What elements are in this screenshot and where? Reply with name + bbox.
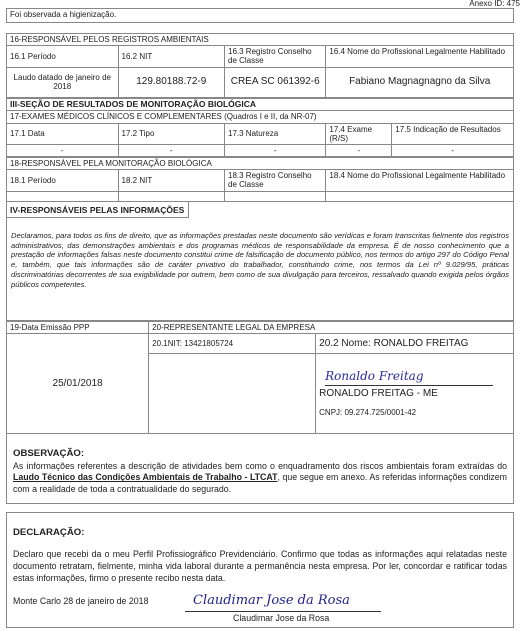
- rep-signature-block: [316, 353, 513, 433]
- ltcat-link[interactable]: Laudo Técnico das Condições Ambientais de Trabalho - LTCAT: [13, 472, 278, 483]
- val-16-registro: CREA SC 061392-6: [225, 67, 326, 97]
- col-16-4: 16.4 Nome do Profissional Legalmente Habilitado: [326, 46, 514, 67]
- section-3-title: III-SEÇÃO DE RESULTADOS DE MONITORAÇÃO BIOLÓGICA: [7, 98, 514, 111]
- section-19-20: [6, 321, 514, 435]
- col-17-1: 17.1 Data: [7, 123, 119, 144]
- col-18-3: 18.3 Registro Conselho de Classe: [225, 170, 326, 191]
- annex-id: Anexo ID: 475: [469, 0, 520, 8]
- rep-nit: 20.1NIT: 13421805724: [149, 333, 316, 353]
- declaration-title: DECLARAÇÃO:: [13, 527, 85, 539]
- rep-name: 20.2 Nome: RONALDO FREITAG: [316, 333, 513, 353]
- val-16-period: Laudo datado de janeiro de 2018: [7, 67, 119, 97]
- emission-date: 25/01/2018: [7, 333, 149, 433]
- rep-signature: Ronaldo Freitag: [325, 370, 493, 386]
- val-17-4: -: [326, 144, 392, 156]
- col-17-4: 17.4 Exame (R/S): [326, 123, 392, 144]
- val-17-2: -: [118, 144, 224, 156]
- hygiene-row: [6, 8, 514, 23]
- section-17-table: [6, 98, 514, 158]
- ppp-form: [6, 8, 514, 628]
- responsibility-statement: Declaramos, para todos os fins de direito, que as informações prestadas neste documento são verídicas e foram transcritas fielmente dos registros administrativos, das demonstrações ambientais e dos programas médicos de responsabilidade da empresa. É de nosso conhecimento que a prestação de informações falsas neste documento constitui crime de falsificação de documento público, nos termos do artigo 297 do Código Penal e, também, que tais informações são de caráter privativo do trabalhador, constituindo crime, nos termos da Lei nº 9.029/95, práticas discriminatórias decorrentes de sua exigibilidade por outrem, bem como de sua divulgação para terceiros, ressalvado quando exigida pelos órgãos públicos competentes.: [11, 230, 509, 289]
- observation-text-2: , que segue em anexo. As referidas informações condizem com a realidade de toda a contratualidade do segurado.: [13, 472, 507, 494]
- rep-company: RONALDO FREITAG - ME: [319, 388, 438, 400]
- col-18-1: 18.1 Período: [7, 170, 119, 191]
- section-19-table: [7, 321, 513, 434]
- col-18-2: 18.2 NIT: [118, 170, 224, 191]
- col-19: 19-Data Emissão PPP: [7, 321, 149, 333]
- col-16-1: 16.1 Período: [7, 46, 119, 67]
- val-17-5: -: [392, 144, 514, 156]
- declaration-box: [6, 512, 514, 628]
- declaration-place-date: Monte Carlo 28 de janeiro de 2018: [13, 595, 149, 606]
- col-16-2: 16.2 NIT: [118, 46, 224, 67]
- section-4: [6, 202, 514, 321]
- declaration-text: Declaro que recebi da o meu Perfil Profissiográfico Previdenciário. Confirmo que todas as informações aqui relatadas neste documento retratam, fielmente, minha vida laboral durante a permanência nesta empresa. Por ler, concordar e ratificar todas estas informações, firmo o presente recibo nesta data.: [13, 549, 507, 583]
- val-16-nome: Fabiano Magnagnagno da Silva: [326, 67, 514, 97]
- col-16-3: 16.3 Registro Conselho de Classe: [225, 46, 326, 67]
- hygiene-note: Foi observada a higienização.: [7, 9, 514, 23]
- rep-cnpj: CNPJ: 09.274.725/0001-42: [319, 407, 417, 417]
- section-18-title: 18-RESPONSÁVEL PELA MONITORAÇÃO BIOLÓGICA: [7, 158, 514, 170]
- signature-line: [185, 611, 381, 612]
- observation-text-1: As informações referentes a descrição de atividades bem como o enquadramento dos riscos ambientais foram extraídas do: [13, 460, 507, 471]
- col-17-2: 17.2 Tipo: [118, 123, 224, 144]
- section-4-title: IV-RESPONSÁVEIS PELAS INFORMAÇÕES: [7, 202, 189, 218]
- section-18-table: [6, 157, 514, 202]
- observation-box: [6, 434, 514, 504]
- employee-signature: Claudimar Jose da Rosa: [193, 592, 350, 608]
- section-17-title: 17-EXAMES MÉDICOS CLÍNICOS E COMPLEMENTARES (Quadros I e II, da NR-07): [7, 111, 514, 123]
- col-17-5: 17.5 Indicação de Resultados: [392, 123, 514, 144]
- val-16-nit: 129.80188.72-9: [118, 67, 224, 97]
- col-20: 20-REPRESENTANTE LEGAL DA EMPRESA: [149, 321, 513, 333]
- col-18-4: 18.4 Nome do Profissional Legalmente Habilitado: [326, 170, 514, 191]
- employee-name: Claudimar Jose da Rosa: [233, 612, 330, 623]
- section-16-title: 16-RESPONSÁVEL PELOS REGISTROS AMBIENTAIS: [7, 34, 514, 46]
- section-16-table: [6, 33, 514, 98]
- observation-title: OBSERVAÇÃO:: [13, 448, 85, 460]
- val-17-3: -: [225, 144, 326, 156]
- observation-text: [13, 461, 507, 495]
- val-17-1: -: [7, 144, 119, 156]
- col-17-3: 17.3 Natureza: [225, 123, 326, 144]
